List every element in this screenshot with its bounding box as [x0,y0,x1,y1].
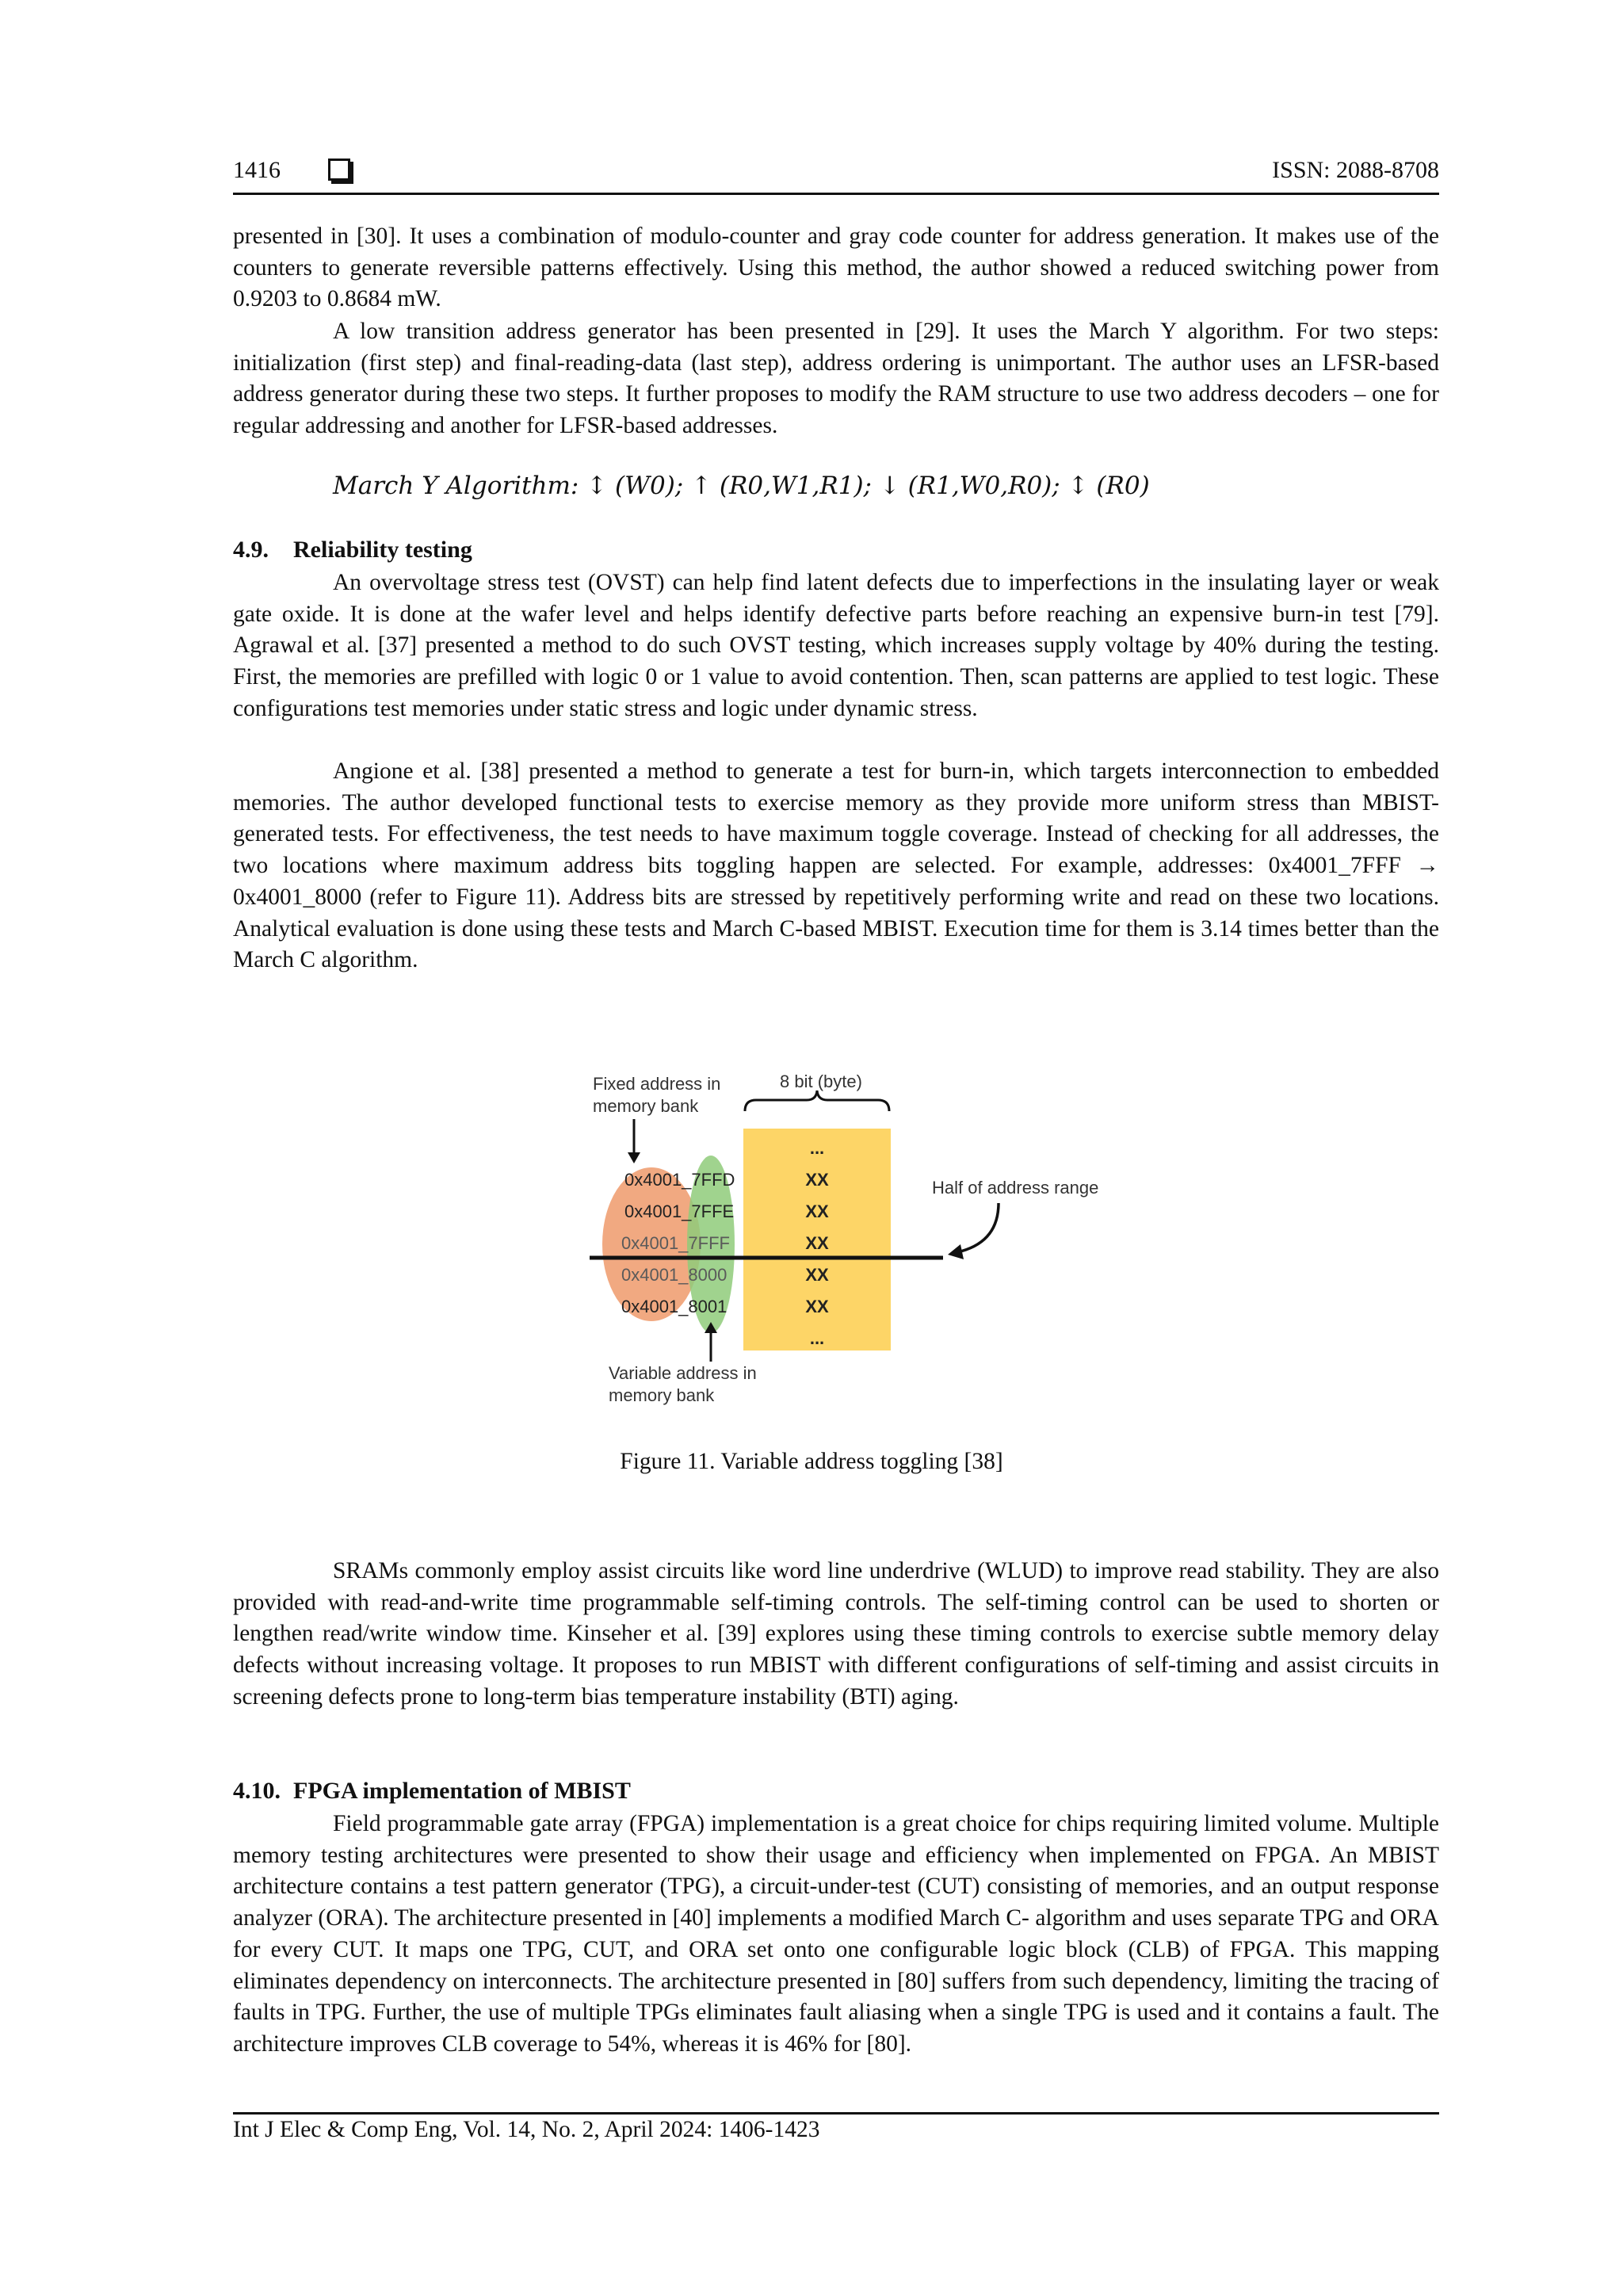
header-rule [233,193,1439,195]
paragraph-6: Field programmable gate array (FPGA) implementation is a great choice for chips requiring limited volume. Multiple memory testing architectures were presented to show their usage and efficiency when implemented on FPGA. An MBIST architecture contains a test pattern generator (TPG), a circuit-under-test (CUT) consisting of memories, and an output response analyzer (ORA). The architecture presented in [40] implements a modified March C- algorithm and uses separate TPG and ORA for every CUT. It maps one TPG, CUT, and ORA set onto one configurable logic block (CLB) of FPGA. This mapping eliminates dependency on interconnects. The architecture presented in [80] suffers from such dependency, limiting the tracing of faults in TPG. Further, the use of multiple TPGs eliminates fault aliasing when a single TPG is used and it contains a fault. The architecture improves CLB coverage to 54%, whereas it is 46% for [80]. [233,1811,1439,2057]
paragraph-3: An overvoltage stress test (OVST) can help find latent defects due to imperfections in the insulating layer or weak gate oxide. It is done at the wafer level and helps identify defective parts before reaching an expensive burn-in test [79]. Agrawal et al. [37] presented a method to do such OVST testing, which increases supply voltage by 40% during the testing. First, the memories are prefilled with logic 0 or 1 value to avoid contention. Then, scan patterns are applied to test logic. These configurations test memories under static stress and logic under dynamic stress. [233,570,1439,721]
memory-cell: XX [805,1201,829,1221]
memory-cell: ... [809,1138,825,1158]
fixed-address-label-line1: Fixed address in [593,1074,721,1094]
byte-label: 8 bit (byte) [780,1072,862,1091]
half-range-arrow [957,1203,999,1252]
half-range-label: Half of address range [932,1178,1099,1198]
byte-brace-icon [745,1091,889,1111]
figure-caption: Figure 11. Variable address toggling [38] [620,1449,1003,1474]
footer-rule [233,2112,1439,2115]
heading-number: 4.10. [233,1778,281,1804]
march-y-formula: March Y Algorithm: ↕ (W0); ↑ (R0,W1,R1); ↓ (R1,W0,R0); ↕ (R0) [333,472,1150,500]
page-number: 1416 [233,157,281,183]
section-heading-4-10 [233,1778,631,1805]
address-label: 0x4001_7FFE [624,1201,735,1221]
paragraph-2: A low transition address generator has been presented in [29]. It uses the March Y algorithm. For two steps: initialization (first step) and final-reading-data (last step), address ordering is unimportant. The author uses an LFSR-based address generator during these two steps. It further proposes to modify the RAM structure to use two address decoders – one for regular addressing and another for LFSR-based addresses. [233,319,1439,439]
address-label: 0x4001_7FFD [624,1170,735,1190]
paragraph-5: SRAMs commonly employ assist circuits like word line underdrive (WLUD) to improve read stability. They are also provided with read-and-write time programmable self-timing controls. The self-timing control can be used to shorten or lengthen read/write window time. Kinseher et al. [39] explores using these timing controls to exercise subtle memory delay defects without increasing voltage. It proposes to run MBIST with different configurations of self-timing and assist circuits in screening defects prone to long-term bias temperature instability (BTI) aging. [233,1558,1439,1710]
variable-address-label-line2: memory bank [609,1385,715,1405]
figure-11-diagram [555,1062,1109,1411]
arrow-head-icon [948,1244,964,1259]
address-label: 0x4001_8001 [621,1297,727,1316]
fixed-address-label-line2: memory bank [593,1096,699,1116]
paragraph-1: presented in [30]. It uses a combination of modulo-counter and gray code counter for address generation. It makes use of the counters to generate reversible patterns effectively. Using this method, the author showed a reduced switching power from 0.9203 to 0.8684 mW. [233,223,1439,312]
variable-address-label-line1: Variable address in [609,1363,757,1383]
memory-cell: ... [809,1328,825,1348]
paragraph-4: Angione et al. [38] presented a method to generate a test for burn-in, which targets interconnection to embedded memories. The author developed functional tests to exercise memory as they provide more uniform stress than MBIST-generated tests. For effectiveness, the test needs to have maximum toggle coverage. Instead of checking for all addresses, the two locations where maximum address bits toggling happen are selected. For example, addresses: 0x4001_7FFF → 0x4001_8000 (refer to Figure 11). Address bits are stressed by repetitively performing write and read on these two locations. Analytical evaluation is done using these tests and March C-based MBIST. Execution time for them is 3.14 times better than the March C algorithm. [233,758,1439,973]
memory-cell: XX [805,1265,829,1285]
checkbox-glyph-icon [328,159,350,181]
heading-title: Reliability testing [293,537,472,563]
issn-label: ISSN: 2088-8708 [1272,157,1439,183]
memory-cell: XX [805,1233,829,1253]
address-label: 0x4001_8000 [621,1265,727,1285]
page-header [233,155,1439,192]
heading-title: FPGA implementation of MBIST [293,1778,631,1804]
heading-number: 4.9. [233,537,269,563]
figure-11 [555,1062,1109,1411]
arrow-head-icon [628,1152,640,1163]
section-heading-4-9 [233,537,472,563]
address-label: 0x4001_7FFF [621,1233,730,1253]
page-footer: Int J Elec & Comp Eng, Vol. 14, No. 2, April 2024: 1406-1423 [233,2117,820,2142]
memory-cell: XX [805,1170,829,1190]
memory-cell: XX [805,1297,829,1316]
